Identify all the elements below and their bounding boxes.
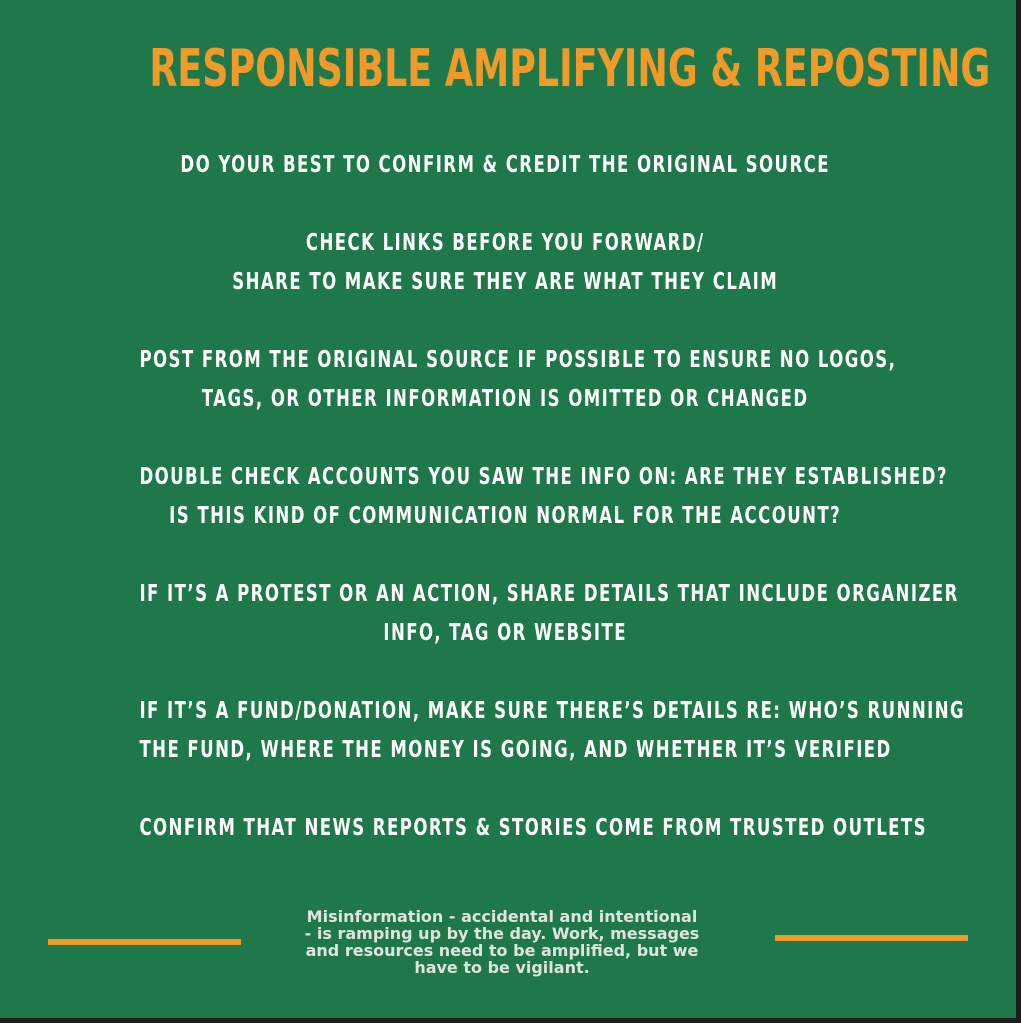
tip-4-line-1: DOUBLE CHECK ACCOUNTS YOU SAW THE INFO ON: ARE THEY ESTABLISHED? bbox=[139, 464, 948, 490]
tip-4-line-2: IS THIS KIND OF COMMUNICATION NORMAL FOR THE ACCOUNT? bbox=[169, 503, 842, 529]
tip-2-line-2: SHARE TO MAKE SURE THEY ARE WHAT THEY CLAIM bbox=[232, 269, 779, 295]
footer-line-4: have to be vigilant. bbox=[414, 958, 590, 977]
tip-6-line-1: IF IT’S A FUND/DONATION, MAKE SURE THERE’S DETAILS RE: WHO’S RUNNING bbox=[139, 698, 966, 724]
footer-line-2: - is ramping up by the day. Work, messages bbox=[304, 924, 700, 943]
divider-left bbox=[48, 939, 241, 945]
divider-right bbox=[775, 935, 968, 941]
tip-4 bbox=[139, 458, 948, 536]
tip-3-line-2: TAGS, OR OTHER INFORMATION IS OMITTED OR CHANGED bbox=[201, 386, 809, 412]
tip-5-line-2: INFO, TAG OR WEBSITE bbox=[383, 620, 627, 646]
tip-5 bbox=[139, 575, 959, 653]
tip-5-line-1: IF IT’S A PROTEST OR AN ACTION, SHARE DETAILS THAT INCLUDE ORGANIZER bbox=[139, 581, 959, 607]
tip-1-line-1: DO YOUR BEST TO CONFIRM & CREDIT THE ORIGINAL SOURCE bbox=[180, 152, 830, 178]
tip-6-line-2: THE FUND, WHERE THE MONEY IS GOING, AND WHETHER IT’S VERIFIED bbox=[139, 737, 892, 763]
tip-6 bbox=[139, 692, 966, 770]
tip-3-line-1: POST FROM THE ORIGINAL SOURCE IF POSSIBLE TO ENSURE NO LOGOS, bbox=[139, 347, 897, 373]
tip-1 bbox=[139, 146, 871, 185]
tip-7 bbox=[139, 809, 928, 848]
tip-2-line-1: CHECK LINKS BEFORE YOU FORWARD/ bbox=[305, 230, 705, 256]
tip-3 bbox=[139, 341, 897, 419]
footer-line-1: Misinformation - accidental and intentional bbox=[306, 907, 698, 926]
footer-line-3: and resources need to be amplified, but we bbox=[305, 941, 699, 960]
poster-title: RESPONSIBLE AMPLIFYING & REPOSTING bbox=[149, 39, 991, 99]
tip-2 bbox=[139, 224, 871, 302]
footer-note bbox=[252, 908, 752, 976]
tip-7-line-1: CONFIRM THAT NEWS REPORTS & STORIES COME FROM TRUSTED OUTLETS bbox=[139, 815, 928, 841]
